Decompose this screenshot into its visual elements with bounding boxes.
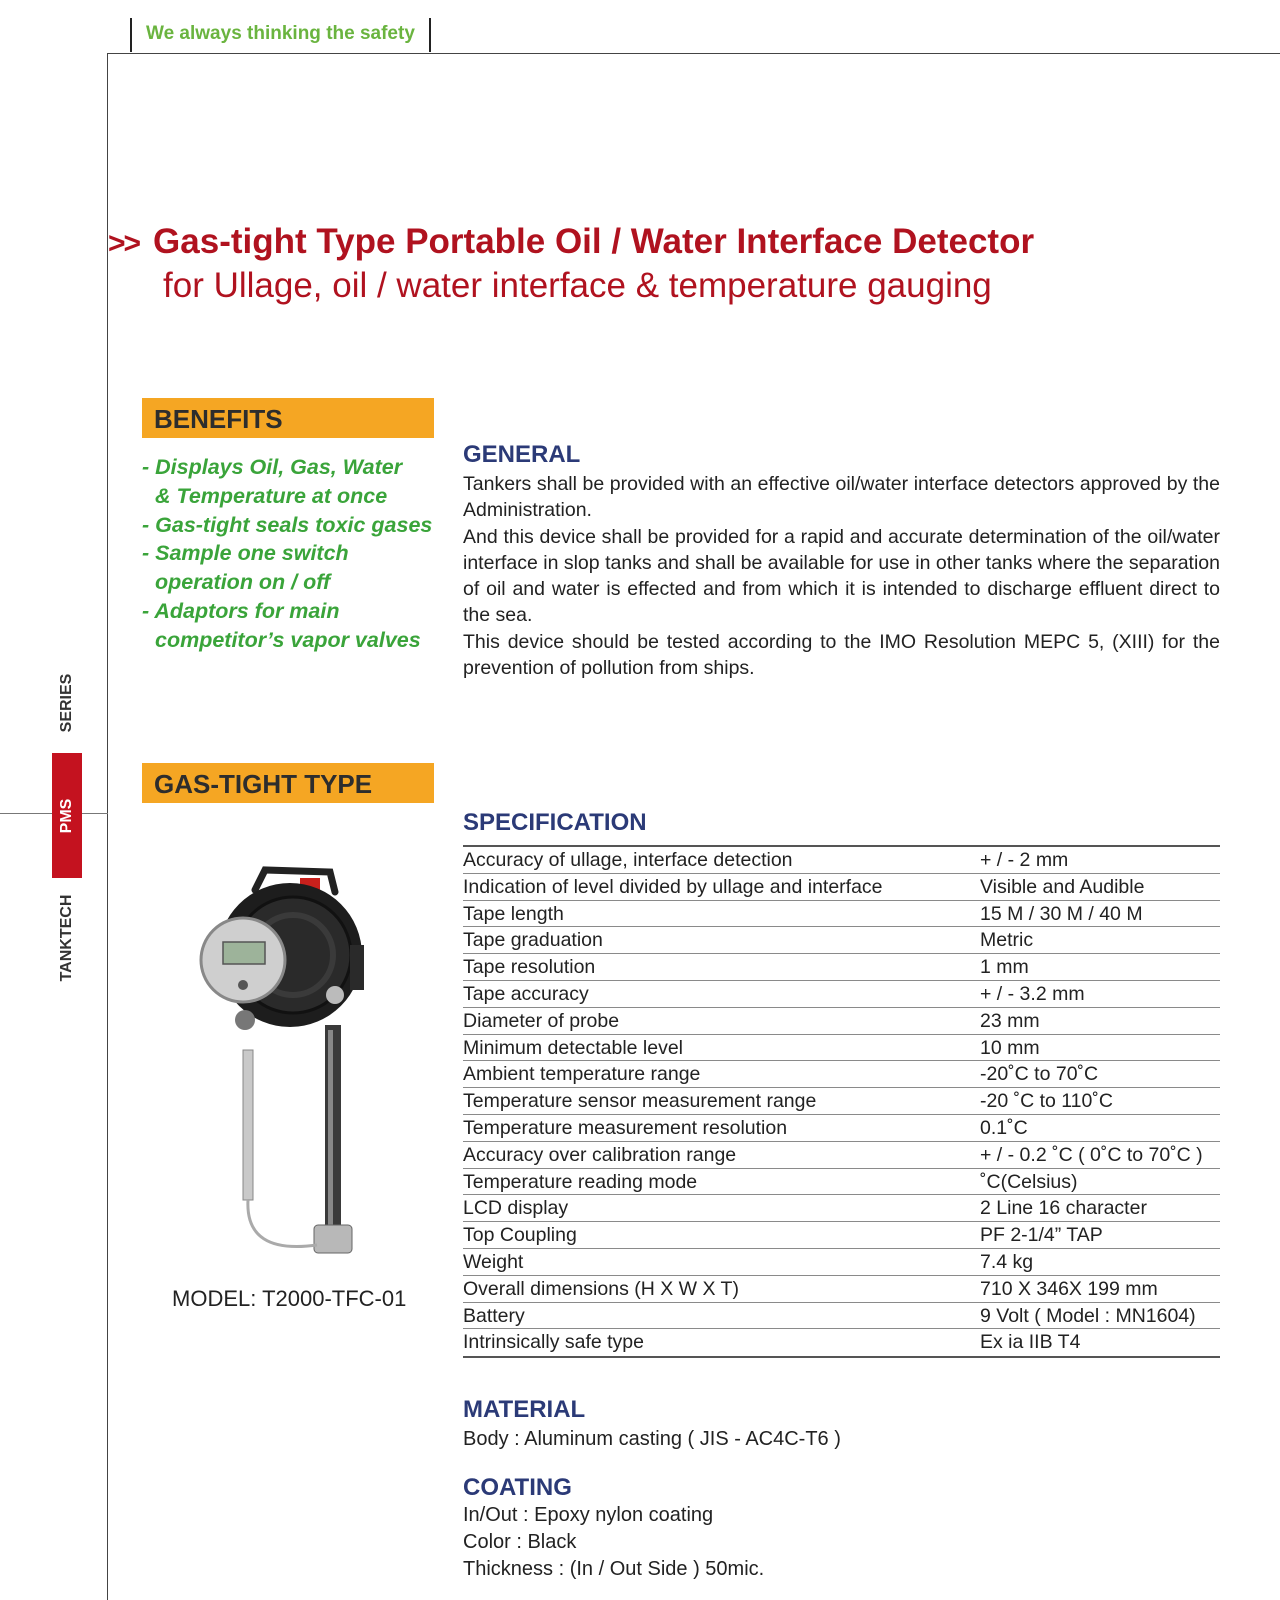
table-row [463, 901, 1220, 928]
coating-heading: COATING [463, 1474, 572, 1501]
spec-value: 0.1˚C [980, 1116, 1028, 1139]
spec-value: 7.4 kg [980, 1250, 1034, 1273]
table-row [463, 1142, 1220, 1169]
table-row [463, 981, 1220, 1008]
table-row [463, 874, 1220, 901]
side-tab-series [52, 655, 82, 750]
side-tab-series-label: SERIES [58, 673, 75, 732]
coating-line: In/Out : Epoxy nylon coating [463, 1504, 714, 1526]
spec-label: Ambient temperature range [463, 1063, 701, 1086]
spec-value: 23 mm [980, 1009, 1040, 1032]
table-row [463, 847, 1220, 874]
spec-label: Temperature measurement resolution [463, 1116, 788, 1139]
top-divider [108, 53, 1280, 54]
table-row [463, 1222, 1220, 1249]
coating-line: Thickness : (In / Out Side ) 50mic. [463, 1558, 765, 1580]
general-text [463, 471, 1220, 681]
table-row [463, 1276, 1220, 1303]
side-tab-pms [52, 753, 82, 878]
table-row [463, 1303, 1220, 1330]
detector-reel-icon [201, 870, 364, 1030]
temperature-probe-icon [243, 1050, 317, 1247]
benefit-line: - Sample one switch [142, 541, 349, 566]
spec-label: Minimum detectable level [463, 1036, 684, 1059]
spec-value: Metric [980, 929, 1034, 952]
spec-label: Accuracy of ullage, interface detection [463, 849, 793, 871]
spec-value: ˚C(Celsius) [980, 1170, 1078, 1193]
spec-value: + / - 3.2 mm [980, 982, 1085, 1005]
spec-value: Ex ia IIB T4 [980, 1331, 1081, 1354]
spec-label: Overall dimensions (H X W X T) [463, 1277, 739, 1300]
table-row [463, 1008, 1220, 1035]
benefit-line: operation on / off [155, 570, 331, 595]
spec-value: 1 mm [980, 956, 1029, 979]
spec-value: + / - 2 mm [980, 849, 1069, 871]
benefits-heading: BENEFITS [142, 398, 434, 438]
general-paragraph: This device should be tested according to the IMO Resolution MEPC 5, (XIII) for the prevention of pollution from ships. [463, 630, 1220, 680]
specification-heading: SPECIFICATION [463, 809, 647, 836]
benefits-list [142, 453, 452, 655]
table-row [463, 1169, 1220, 1196]
spec-label: Tape accuracy [463, 982, 589, 1005]
benefit-line: - Adaptors for main [142, 598, 340, 623]
material-heading: MATERIAL [463, 1396, 586, 1423]
spec-value: + / - 0.2 ˚C ( 0˚C to 70˚C ) [980, 1143, 1203, 1166]
spec-label: LCD display [463, 1197, 569, 1220]
spec-label: Diameter of probe [463, 1009, 620, 1032]
table-row [463, 954, 1220, 981]
spec-label: Battery [463, 1304, 525, 1327]
spec-label: Top Coupling [463, 1224, 577, 1247]
page-title-text: Gas-tight Type Portable Oil / Water Interface Detector [153, 222, 1035, 261]
general-paragraph: And this device shall be provided for a rapid and accurate determination of the oil/water interface in slop tanks and shall be available for use in other tanks where the separation of oil and water is effected and from which it is intended to discharge effluent direct to the sea. [463, 525, 1220, 627]
gas-tight-type-heading: GAS-TIGHT TYPE [142, 763, 434, 803]
benefit-line: - Displays Oil, Gas, Water [142, 455, 403, 479]
spec-value: 710 X 346X 199 mm [980, 1277, 1158, 1300]
model-number: MODEL: T2000-TFC-01 [172, 1286, 407, 1311]
specification-table [463, 845, 1220, 1358]
general-paragraph: Tankers shall be provided with an effective oil/water interface detectors approved by the Administration. [463, 473, 1220, 522]
general-heading: GENERAL [463, 441, 581, 468]
benefit-line: - Gas-tight seals toxic gases [142, 512, 433, 537]
spec-value: PF 2-1/4” TAP [980, 1224, 1103, 1247]
spec-label: Intrinsically safe type [463, 1331, 644, 1354]
side-tab-brand [52, 880, 82, 995]
material-body: Body : Aluminum casting ( JIS - AC4C-T6 ) [463, 1428, 841, 1450]
spec-value: 9 Volt ( Model : MN1604) [980, 1304, 1196, 1327]
table-row [463, 1088, 1220, 1115]
left-divider [107, 53, 108, 1600]
chevron-right-icon: >> [108, 227, 140, 260]
page-title [108, 222, 1034, 262]
detector-device-illustration [185, 860, 385, 1280]
spec-value: Visible and Audible [980, 875, 1145, 898]
spec-label: Tape length [463, 902, 564, 925]
spec-value: -20˚C to 70˚C [980, 1063, 1099, 1086]
spec-label: Temperature reading mode [463, 1170, 698, 1193]
benefit-line: & Temperature at once [155, 483, 388, 508]
table-row [463, 1115, 1220, 1142]
spec-label: Accuracy over calibration range [463, 1143, 737, 1166]
spec-label: Temperature sensor measurement range [463, 1090, 817, 1113]
spec-label: Tape graduation [463, 929, 603, 952]
coating-line: Color : Black [463, 1531, 577, 1553]
spec-label: Indication of level divided by ullage and interface [463, 875, 883, 898]
table-row [463, 1329, 1220, 1356]
spec-label: Weight [463, 1250, 524, 1273]
table-row [463, 1195, 1220, 1222]
table-row [463, 1035, 1220, 1062]
spec-value: 15 M / 30 M / 40 M [980, 902, 1143, 925]
table-row [463, 927, 1220, 954]
probe-tube-icon [314, 1025, 352, 1253]
page-subtitle: for Ullage, oil / water interface & temperature gauging [163, 266, 992, 305]
table-row [463, 1249, 1220, 1276]
side-tab-brand-label: TANKTECH [58, 894, 75, 981]
spec-value: -20 ˚C to 110˚C [980, 1090, 1113, 1113]
benefit-line: competitor’s vapor valves [155, 627, 421, 652]
spec-value: 10 mm [980, 1036, 1040, 1059]
spec-value: 2 Line 16 character [980, 1197, 1147, 1220]
side-tab-pms-label: PMS [58, 798, 75, 833]
spec-label: Tape resolution [463, 956, 596, 979]
table-row [463, 1061, 1220, 1088]
tagline: We always thinking the safety [130, 18, 431, 52]
